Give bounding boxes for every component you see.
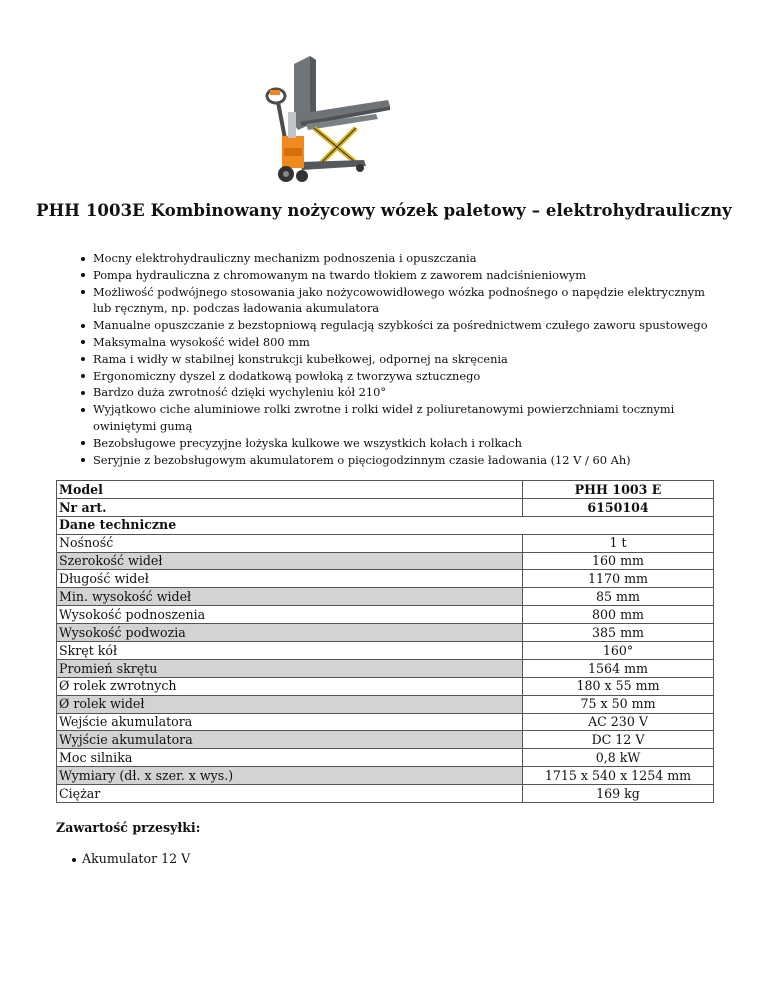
spec-label: Długość wideł [57, 570, 523, 588]
table-row [57, 713, 714, 731]
art-label: Nr art. [57, 498, 523, 516]
spec-label: Ø rolek wideł [57, 695, 523, 713]
table-row [57, 767, 714, 785]
spec-label: Wyjście akumulatora [57, 731, 523, 749]
spec-label: Wejście akumulatora [57, 713, 523, 731]
contents-title: Zawartość przesyłki: [56, 820, 201, 835]
model-value: PHH 1003 E [523, 481, 714, 499]
model-label: Model [57, 481, 523, 499]
spec-value: 160 mm [523, 552, 714, 570]
table-row [57, 481, 714, 499]
product-image [256, 44, 392, 194]
spec-label: Ø rolek zwrotnych [57, 677, 523, 695]
table-row [57, 677, 714, 695]
table-row [57, 785, 714, 803]
list-item: Akumulator 12 V [56, 851, 190, 866]
list-item: Rama i widły w stabilnej konstrukcji kubełkowej, odpornej na skręcenia [55, 351, 725, 368]
list-item: Bezobsługowe precyzyjne łożyska kulkowe we wszystkich kołach i rolkach [55, 435, 725, 452]
table-row [57, 749, 714, 767]
spec-value: 1170 mm [523, 570, 714, 588]
table-row [57, 642, 714, 660]
spec-label: Min. wysokość wideł [57, 588, 523, 606]
spec-value: 0,8 kW [523, 749, 714, 767]
spec-label: Szerokość wideł [57, 552, 523, 570]
table-row [57, 588, 714, 606]
table-row [57, 498, 714, 516]
list-item: Maksymalna wysokość wideł 800 mm [55, 334, 725, 351]
spec-label: Wysokość podnoszenia [57, 606, 523, 624]
spec-label: Moc silnika [57, 749, 523, 767]
list-item: Wyjątkowo ciche aluminiowe rolki zwrotne i rolki wideł z poliuretanowymi powierzchniami tocznymi owiniętymi gumą [55, 401, 725, 435]
feature-list [55, 250, 725, 468]
page-title: PHH 1003E Kombinowany nożycowy wózek paletowy – elektrohydrauliczny [36, 201, 732, 220]
art-value: 6150104 [523, 498, 714, 516]
table-row [57, 624, 714, 642]
list-item: Pompa hydrauliczna z chromowanym na twardo tłokiem z zaworem nadciśnieniowym [55, 267, 725, 284]
spec-label: Nośność [57, 534, 523, 552]
spec-value: 1564 mm [523, 659, 714, 677]
table-row [57, 570, 714, 588]
contents-list [56, 851, 190, 866]
spec-value: 800 mm [523, 606, 714, 624]
table-row [57, 606, 714, 624]
list-item: Mocny elektrohydrauliczny mechanizm podnoszenia i opuszczania [55, 250, 725, 267]
spec-value: 85 mm [523, 588, 714, 606]
table-row [57, 552, 714, 570]
list-item: Seryjnie z bezobsługowym akumulatorem o pięciogodzinnym czasie ładowania (12 V / 60 Ah) [55, 452, 725, 469]
spec-value: 1 t [523, 534, 714, 552]
section-label: Dane techniczne [57, 516, 714, 534]
list-item: Manualne opuszczanie z bezstopniową regulacją szybkości za pośrednictwem czułego zaworu spustowego [55, 317, 725, 334]
spec-label: Ciężar [57, 785, 523, 803]
spec-table [56, 480, 714, 803]
spec-value: 1715 x 540 x 1254 mm [523, 767, 714, 785]
spec-value: DC 12 V [523, 731, 714, 749]
spec-label: Wymiary (dł. x szer. x wys.) [57, 767, 523, 785]
spec-value: 180 x 55 mm [523, 677, 714, 695]
list-item: Bardzo duża zwrotność dzięki wychyleniu kół 210° [55, 384, 725, 401]
table-row [57, 695, 714, 713]
spec-value: 160° [523, 642, 714, 660]
list-item: Ergonomiczny dyszel z dodatkową powłoką z tworzywa sztucznego [55, 368, 725, 385]
spec-label: Wysokość podwozia [57, 624, 523, 642]
table-row [57, 534, 714, 552]
list-item: Możliwość podwójnego stosowania jako nożycowowidłowego wózka podnośnego o napędzie elektrycznym lub ręcznym, np. podczas ładowania akumulatora [55, 284, 725, 318]
table-row [57, 516, 714, 534]
spec-label: Skręt kół [57, 642, 523, 660]
table-row [57, 731, 714, 749]
spec-value: 169 kg [523, 785, 714, 803]
spec-value: 385 mm [523, 624, 714, 642]
spec-value: AC 230 V [523, 713, 714, 731]
spec-label: Promień skrętu [57, 659, 523, 677]
table-row [57, 659, 714, 677]
spec-value: 75 x 50 mm [523, 695, 714, 713]
